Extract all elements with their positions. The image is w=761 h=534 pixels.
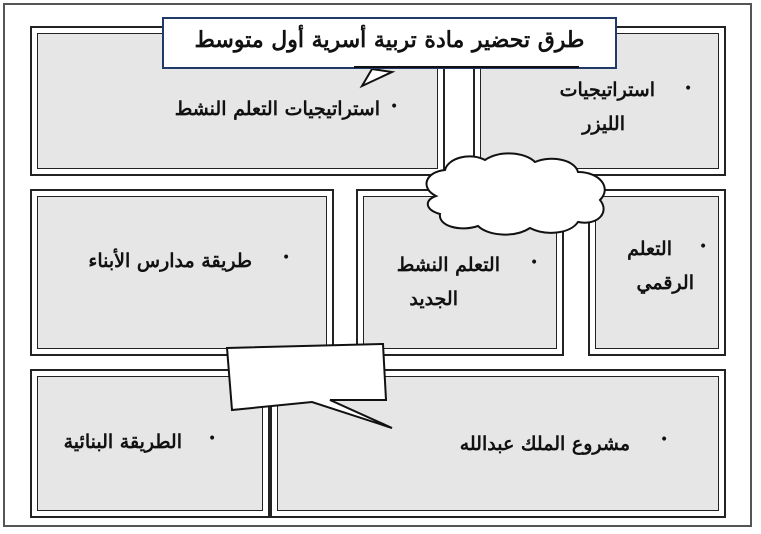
page-title: طرق تحضير مادة تربية أسرية أول متوسط	[194, 27, 585, 53]
bullet-icon: •	[684, 81, 693, 97]
bullet-icon: •	[390, 99, 399, 115]
label-constructive-method: الطريقة البنائية	[63, 431, 182, 453]
speech-bubble-rect	[227, 344, 392, 428]
text-digital-learning	[600, 232, 694, 300]
label-new-active-line2: الجديد	[409, 288, 458, 310]
bullet-icon: •	[660, 432, 669, 448]
title-underline	[354, 66, 579, 68]
text-laser-strategies	[520, 73, 655, 141]
label-laser-line1: استراتيجيات	[559, 79, 655, 101]
label-digital-line2: الرقمي	[636, 272, 694, 294]
thought-cloud	[426, 153, 604, 234]
text-abnaa-schools	[60, 244, 252, 278]
title-box	[162, 17, 617, 69]
bullet-icon: •	[699, 239, 708, 255]
bullet-icon: •	[282, 250, 291, 266]
label-new-active-line1: التعلم النشط	[396, 254, 500, 276]
bullet-icon: •	[530, 255, 539, 271]
label-king-abdullah: مشروع الملك عبدالله	[459, 433, 630, 455]
label-digital-line1: التعلم	[627, 238, 672, 260]
bullet-icon: •	[208, 431, 217, 447]
text-active-learning	[110, 92, 380, 126]
text-king-abdullah	[440, 427, 630, 461]
label-laser-line2: الليزر	[582, 113, 625, 135]
label-active-learning: استراتيجيات التعلم النشط	[174, 98, 380, 120]
label-abnaa-schools: طريقة مدارس الأبناء	[88, 250, 252, 272]
text-new-active-learning	[376, 248, 500, 316]
text-constructive-method	[48, 425, 182, 459]
title-callout-tail	[362, 69, 392, 86]
